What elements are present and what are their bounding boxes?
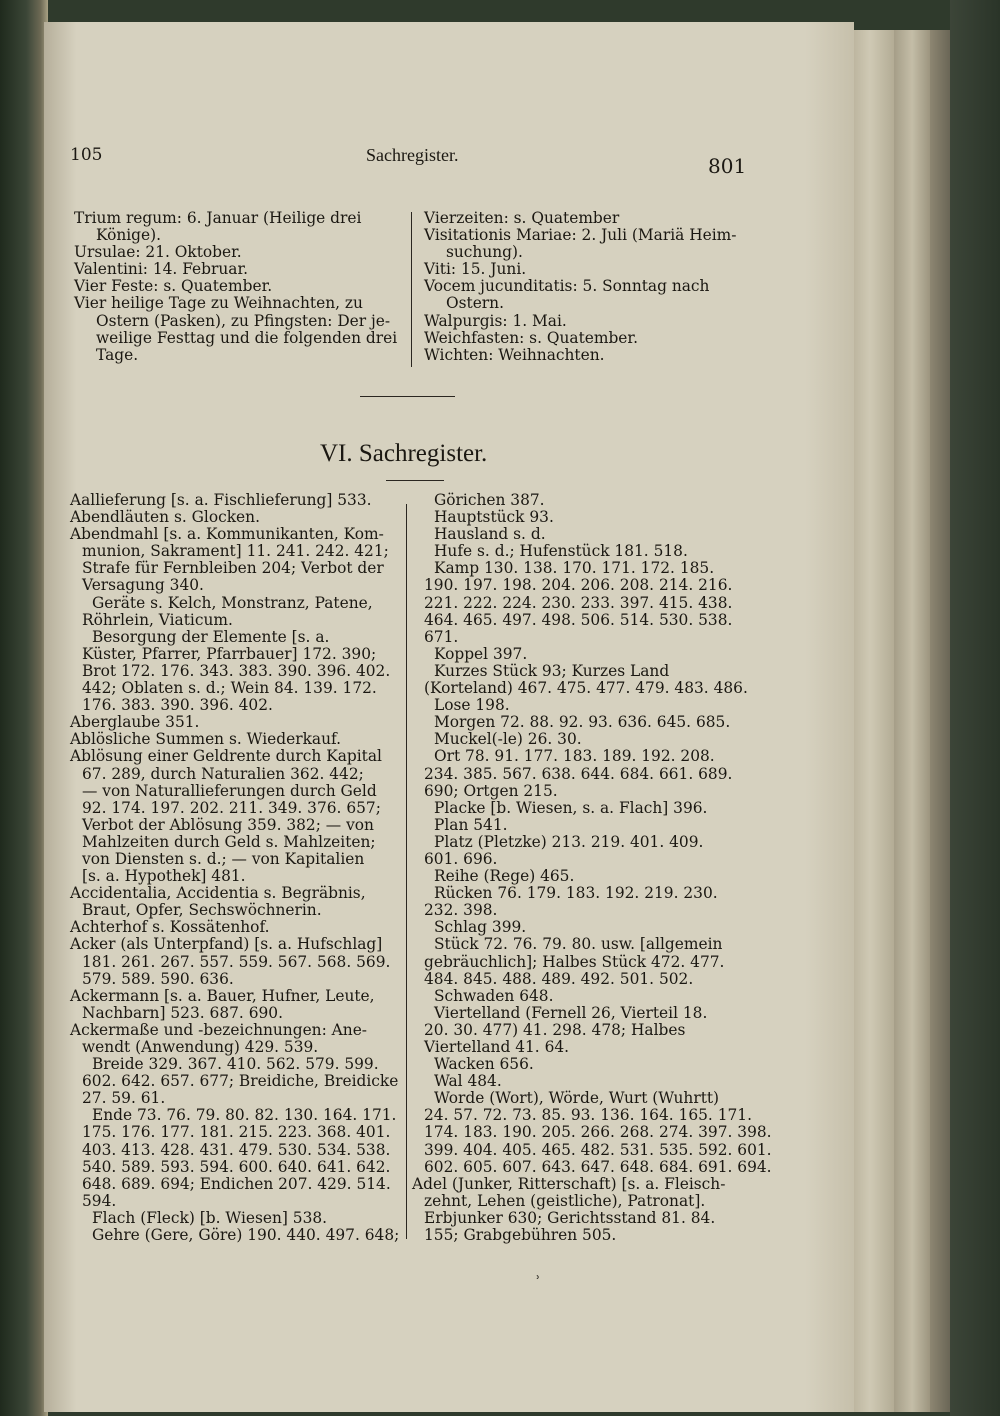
index-line: Vier Feste: s. Quatember. bbox=[74, 277, 273, 296]
index-line: 648. 689. 694; Endichen 207. 429. 514. bbox=[82, 1174, 391, 1193]
index-line: Kurzes Stück 93; Kurzes Land bbox=[434, 661, 670, 680]
index-line: Schlag 399. bbox=[434, 918, 527, 937]
index-line: 155; Grabgebühren 505. bbox=[424, 1226, 617, 1245]
index-line: Trium regum: 6. Januar (Heilige drei bbox=[74, 209, 362, 227]
index-line: Breide 329. 367. 410. 562. 579. 599. bbox=[92, 1055, 379, 1074]
index-line: Placke [b. Wiesen, s. a. Flach] 396. bbox=[434, 798, 708, 817]
page-edges-shadow bbox=[930, 30, 950, 1412]
top-right-column bbox=[424, 210, 744, 364]
index-line: Versagung 340. bbox=[82, 576, 204, 595]
index-line: Walpurgis: 1. Mai. bbox=[424, 311, 567, 330]
index-line: 601. 696. bbox=[424, 849, 498, 868]
column-divider-bottom bbox=[406, 504, 407, 1239]
index-left-column bbox=[70, 492, 400, 1244]
index-line: Ursulae: 21. Oktober. bbox=[74, 243, 242, 262]
index-line: Achterhof s. Kossätenhof. bbox=[70, 918, 270, 937]
index-line: Muckel(-le) 26. 30. bbox=[434, 730, 582, 749]
index-line: Ostern (Pasken), zu Pfingsten: Der je- bbox=[96, 311, 391, 330]
index-line: 27. 59. 61. bbox=[82, 1089, 166, 1108]
index-line: Plan 541. bbox=[434, 815, 508, 834]
index-line: Lose 198. bbox=[434, 696, 510, 715]
index-line: 67. 289, durch Naturalien 362. 442; bbox=[82, 764, 364, 783]
index-line: 399. 404. 405. 465. 482. 531. 535. 592. 601. bbox=[424, 1140, 772, 1159]
index-line: 484. 845. 488. 489. 492. 501. 502. bbox=[424, 969, 694, 988]
index-line: weilige Festtag und die folgenden drei bbox=[96, 328, 398, 347]
index-line: Wichten: Weihnachten. bbox=[424, 345, 605, 364]
index-line: Flach (Fleck) [b. Wiesen] 538. bbox=[92, 1208, 328, 1227]
book-cover bbox=[950, 0, 1000, 1416]
index-line: 181. 261. 267. 557. 559. 567. 568. 569. bbox=[82, 952, 391, 971]
book-page bbox=[44, 22, 854, 1412]
index-line: 671. bbox=[424, 627, 459, 646]
index-right-column bbox=[412, 491, 772, 1245]
index-line: Adel (Junker, Ritterschaft) [s. a. Fleisch- bbox=[412, 1174, 726, 1193]
index-line: Küster, Pfarrer, Pfarrbauer] 172. 390; bbox=[82, 644, 377, 663]
index-line: 221. 222. 224. 230. 233. 397. 415. 438. bbox=[424, 593, 733, 612]
index-line: Wal 484. bbox=[434, 1072, 502, 1091]
index-line: Verbot der Ablösung 359. 382; — von bbox=[82, 815, 374, 834]
stray-mark: ʾ bbox=[536, 1274, 541, 1290]
index-line: Valentini: 14. Februar. bbox=[74, 260, 249, 279]
index-line: Besorgung der Elemente [s. a. bbox=[92, 627, 330, 646]
index-line: Acker (als Unterpfand) [s. a. Hufschlag] bbox=[70, 935, 383, 954]
index-line: 234. 385. 567. 638. 644. 684. 661. 689. bbox=[424, 764, 733, 783]
index-line: Strafe für Fernbleiben 204; Verbot der bbox=[82, 559, 384, 578]
index-line: Wacken 656. bbox=[434, 1055, 534, 1074]
index-line: 92. 174. 197. 202. 211. 349. 376. 657; bbox=[82, 798, 381, 817]
index-line: Vierzeiten: s. Quatember bbox=[424, 209, 620, 227]
index-line: Erbjunker 630; Gerichtsstand 81. 84. bbox=[424, 1208, 716, 1227]
index-line: munion, Sakrament] 11. 241. 242. 421; bbox=[82, 542, 389, 561]
index-line: Worde (Wort), Wörde, Wurt (Wuhrtt) bbox=[434, 1089, 720, 1108]
index-line: Weichfasten: s. Quatember. bbox=[424, 328, 638, 347]
index-line: 602. 605. 607. 643. 647. 648. 684. 691. 694. bbox=[424, 1157, 772, 1176]
index-line: 442; Oblaten s. d.; Wein 84. 139. 172. bbox=[82, 679, 377, 698]
running-header: Sachregister. bbox=[366, 145, 459, 165]
index-line: Vocem jucunditatis: 5. Sonntag nach bbox=[424, 277, 710, 296]
index-line: Schwaden 648. bbox=[434, 986, 554, 1005]
index-line: 579. 589. 590. 636. bbox=[82, 969, 234, 988]
section-rule-bottom bbox=[386, 480, 444, 481]
index-line: Platz (Pletzke) 213. 219. 401. 409. bbox=[434, 832, 704, 851]
index-line: Viertelland 41. 64. bbox=[424, 1038, 570, 1056]
index-line: Accidentalia, Accidentia s. Begräbnis, bbox=[70, 884, 366, 903]
index-line: Ablösliche Summen s. Wiederkauf. bbox=[70, 730, 342, 749]
index-line: Geräte s. Kelch, Monstranz, Patene, bbox=[92, 593, 373, 612]
index-line: Ackermaße und -bezeichnungen: Ane- bbox=[70, 1020, 367, 1039]
index-line: Hausland s. d. bbox=[434, 525, 546, 544]
page-number-left: 105 bbox=[70, 145, 103, 165]
index-line: 690; Ortgen 215. bbox=[424, 781, 558, 800]
index-line: Mahlzeiten durch Geld s. Mahlzeiten; bbox=[82, 832, 376, 851]
index-line: suchung). bbox=[446, 243, 523, 262]
book-binding bbox=[0, 0, 48, 1416]
page-number-right: 801 bbox=[708, 154, 747, 178]
index-line: [s. a. Hypothek] 481. bbox=[82, 867, 246, 886]
index-line: 403. 413. 428. 431. 479. 530. 534. 538. bbox=[82, 1140, 391, 1159]
index-line: Könige). bbox=[96, 226, 162, 245]
index-line: Viti: 15. Juni. bbox=[424, 260, 527, 279]
index-line: Viertelland (Fernell 26, Vierteil 18. bbox=[434, 1003, 708, 1022]
index-line: zehnt, Lehen (geistliche), Patronat]. bbox=[424, 1191, 706, 1210]
index-line: Visitationis Mariae: 2. Juli (Mariä Heim- bbox=[424, 226, 737, 245]
index-line: Röhrlein, Viaticum. bbox=[82, 610, 233, 629]
index-line: Ablösung einer Geldrente durch Kapital bbox=[70, 747, 382, 766]
index-line: Rücken 76. 179. 183. 192. 219. 230. bbox=[434, 884, 718, 903]
index-line: Kamp 130. 138. 170. 171. 172. 185. bbox=[434, 559, 715, 578]
top-left-column bbox=[74, 210, 404, 364]
index-line: Brot 172. 176. 343. 383. 390. 396. 402. bbox=[82, 661, 391, 680]
index-line: 174. 183. 190. 205. 266. 268. 274. 397. 398. bbox=[424, 1123, 772, 1142]
index-line: Abendläuten s. Glocken. bbox=[70, 508, 260, 527]
index-line: Reihe (Rege) 465. bbox=[434, 867, 575, 886]
index-line: Nachbarn] 523. 687. 690. bbox=[82, 1003, 283, 1022]
index-line: 190. 197. 198. 204. 206. 208. 214. 216. bbox=[424, 576, 733, 595]
index-line: Stück 72. 76. 79. 80. usw. [allgemein bbox=[434, 935, 723, 954]
index-line: Hufe s. d.; Hufenstück 181. 518. bbox=[434, 542, 688, 561]
page-edges-back bbox=[894, 30, 930, 1412]
index-line: Ostern. bbox=[446, 294, 504, 313]
index-line: 20. 30. 477) 41. 298. 478; Halbes bbox=[424, 1020, 686, 1039]
index-line: (Korteland) 467. 475. 477. 479. 483. 486. bbox=[424, 679, 748, 698]
index-line: Vier heilige Tage zu Weihnachten, zu bbox=[74, 294, 363, 313]
index-line: 24. 57. 72. 73. 85. 93. 136. 164. 165. 171. bbox=[424, 1106, 752, 1125]
page-edges bbox=[854, 30, 894, 1412]
index-line: Aallieferung [s. a. Fischlieferung] 533. bbox=[70, 491, 372, 509]
column-divider-top bbox=[411, 212, 412, 367]
index-line: von Diensten s. d.; — von Kapitalien bbox=[82, 849, 365, 868]
index-line: Ende 73. 76. 79. 80. 82. 130. 164. 171. bbox=[92, 1106, 397, 1125]
index-line: Koppel 397. bbox=[434, 644, 528, 663]
index-line: Abendmahl [s. a. Kommunikanten, Kom- bbox=[70, 525, 384, 544]
index-line: Aberglaube 351. bbox=[70, 713, 200, 732]
index-line: 175. 176. 177. 181. 215. 223. 368. 401. bbox=[82, 1123, 391, 1142]
index-line: 176. 383. 390. 396. 402. bbox=[82, 696, 273, 715]
index-line: Hauptstück 93. bbox=[434, 508, 554, 527]
index-line: 540. 589. 593. 594. 600. 640. 641. 642. bbox=[82, 1157, 391, 1176]
index-line: Morgen 72. 88. 92. 93. 636. 645. 685. bbox=[434, 713, 731, 732]
index-line: — von Naturallieferungen durch Geld bbox=[82, 781, 377, 800]
index-line: Ort 78. 91. 177. 183. 189. 192. 208. bbox=[434, 747, 715, 766]
index-line: Tage. bbox=[96, 345, 139, 364]
index-line: Braut, Opfer, Sechswöchnerin. bbox=[82, 901, 322, 920]
index-line: Görichen 387. bbox=[434, 491, 545, 509]
index-line: 232. 398. bbox=[424, 901, 498, 920]
index-line: Gehre (Gere, Göre) 190. 440. 497. 648; bbox=[92, 1226, 400, 1245]
index-line: gebräuchlich]; Halbes Stück 472. 477. bbox=[424, 952, 725, 971]
index-line: Ackermann [s. a. Bauer, Hufner, Leute, bbox=[70, 986, 375, 1005]
index-line: 594. bbox=[82, 1191, 117, 1210]
index-line: 602. 642. 657. 677; Breidiche, Breidicke bbox=[82, 1072, 399, 1091]
section-title: VI. Sachregister. bbox=[320, 440, 488, 467]
index-line: 464. 465. 497. 498. 506. 514. 530. 538. bbox=[424, 610, 733, 629]
index-line: wendt (Anwendung) 429. 539. bbox=[82, 1038, 319, 1056]
section-rule-top bbox=[360, 396, 455, 397]
